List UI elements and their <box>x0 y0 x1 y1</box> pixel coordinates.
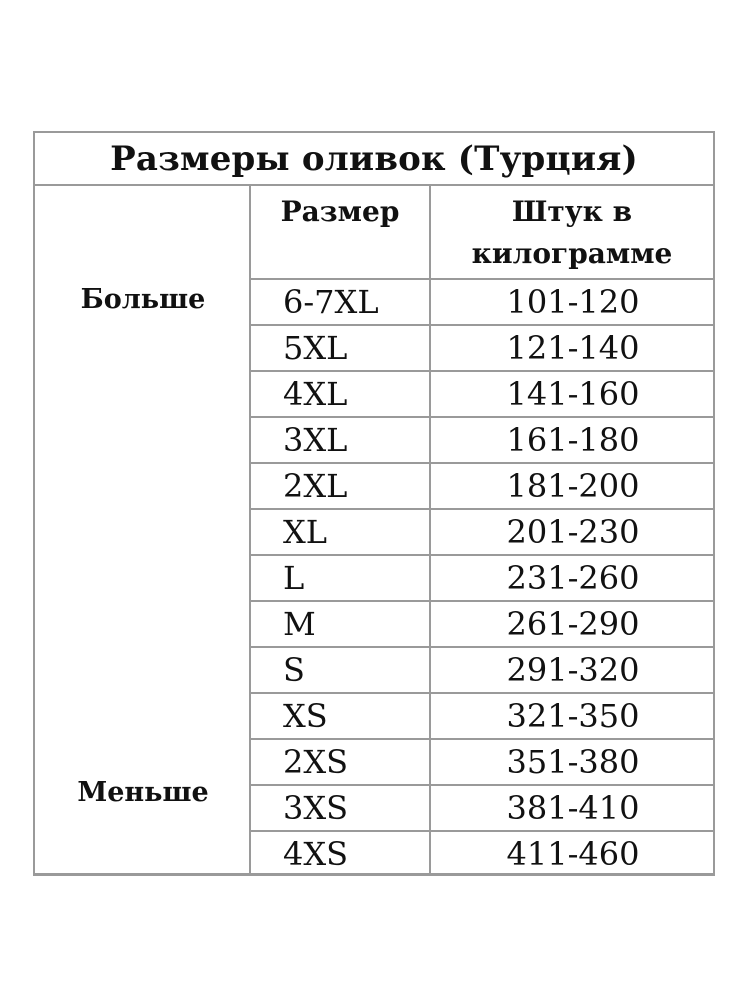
count-cell: 181-200 <box>506 467 640 505</box>
size-cell: XS <box>283 697 328 735</box>
count-cell: 161-180 <box>506 421 640 459</box>
size-cell: 3XL <box>283 421 348 459</box>
count-cell: 101-120 <box>506 283 640 321</box>
size-cell: 4XS <box>283 835 349 873</box>
side-label-larger: Больше <box>80 284 206 315</box>
size-cell: L <box>283 559 305 597</box>
size-cell: 2XL <box>283 467 348 505</box>
count-cell: 291-320 <box>506 651 640 689</box>
count-cell: 321-350 <box>506 697 640 735</box>
size-cell: 5XL <box>283 329 348 367</box>
size-cell: S <box>283 651 305 689</box>
size-cell: XL <box>283 513 328 551</box>
table-title: Размеры оливок (Турция) <box>35 133 713 186</box>
size-cell: 2XS <box>283 743 349 781</box>
header-count-line1: Штук в <box>511 195 633 228</box>
count-cell: 121-140 <box>506 329 640 367</box>
olive-size-table <box>33 131 715 876</box>
size-cell: 3XS <box>283 789 349 827</box>
header-count-line2: килограмме <box>471 237 673 270</box>
size-cell: M <box>283 605 316 643</box>
count-cell: 351-380 <box>506 743 640 781</box>
count-cell: 201-230 <box>506 513 640 551</box>
size-cell: 6-7XL <box>283 283 379 321</box>
count-cell: 231-260 <box>506 559 640 597</box>
count-cell: 381-410 <box>506 789 640 827</box>
count-cell: 411-460 <box>506 835 640 873</box>
count-cell: 141-160 <box>506 375 640 413</box>
side-label-smaller: Меньше <box>77 777 209 808</box>
header-size: Размер <box>280 195 400 228</box>
size-cell: 4XL <box>283 375 348 413</box>
count-cell: 261-290 <box>506 605 640 643</box>
column-divider-right <box>429 186 431 873</box>
